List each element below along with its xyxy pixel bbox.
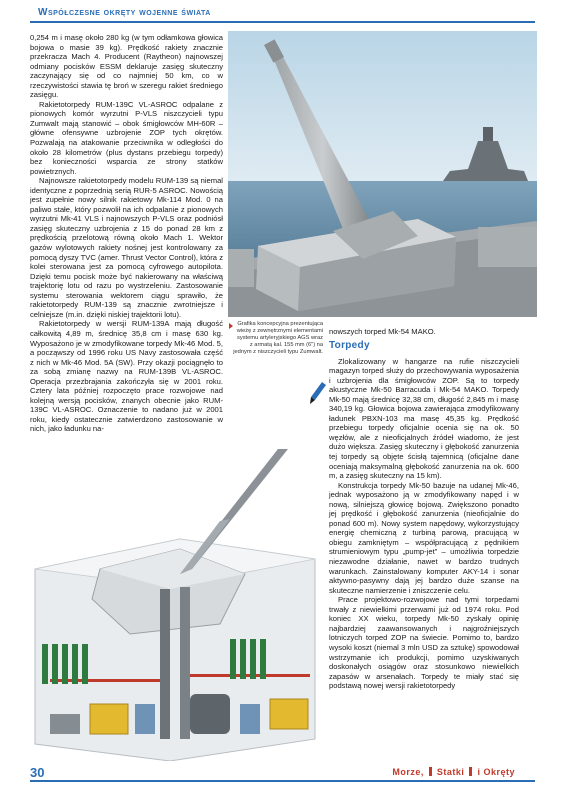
bar-icon bbox=[429, 767, 432, 776]
figure-caption: Grafika koncepcyjna prezentująca wieżę z zewnętrznymi elementami systemu artyleryjskiego AGS wraz z armatą kal. 155 mm (6") na jednym z niszczycieli typu Zumwalt. bbox=[233, 321, 323, 355]
paragraph: Konstrukcja torpedy Mk-50 bazuje na udanej Mk-46, jednak wyposażono ją w zmodyfikowany napęd i w nową, silniejszą głowicę bojową. Zwiększono ponadto jej prędkość i głębokość zanurzenia (nieoficjalnie do ponad 600 m). Nowy system napędowy, wykorzystujący energię chemiczną z turbiną parową, pracującą w obiegu zamkniętym – współpracującą z pędnikiem strumieniowym typu „pump-jet” – umożliwia torpedzie niezawodne działanie, nawet w bardzo trudnych warunkach. Zainstalowany komputer AKY-14 i sonar aktywno-pasywny dają jej bardzo duże szanse na skuteczne namierzenie i zniszczenie celu. bbox=[329, 480, 519, 595]
ags-turret-photo bbox=[228, 31, 537, 317]
paragraph: Prace projektowo-rozwojowe nad tymi torpedami trwały z niewielkimi przerwami już od 1974 roku. Pod koniec XX wieku, torpedy Mk-50 zyskały opinię najbardziej zaawansowanych i najgroźniejszych lotniczych torped ZOP na świecie. Pomimo to, bardzo wysoki koszt (niemal 3 mln USD za sztukę) spowodował wstrzymanie ich produkcji, pomimo uzyskiwanych doskonałych osiągów oraz stosunkowo niewielkich zapasów w arsenałach. Torpedy te miały stać się podstawą nowej wersji rakietotorpedy bbox=[329, 595, 519, 691]
bar-icon bbox=[469, 767, 472, 776]
page-number: 30 bbox=[30, 765, 45, 780]
running-title: Współczesne okręty wojenne świata bbox=[38, 7, 211, 18]
paragraph: nowszych torped Mk-54 MAKO. bbox=[329, 327, 436, 336]
footer-rule bbox=[30, 780, 535, 782]
right-text-column bbox=[329, 327, 519, 691]
header-rule bbox=[30, 21, 535, 23]
paragraph: Zlokalizowany w hangarze na rufie niszczycieli magazyn torped służy do przechowywania wyposażenia i uzbrojenia dla śmigłowców ZOP. Są to torpedy akustyczne Mk-50 Barracuda i Mk-54 MAKO. Torpedy Mk-50 mają średnicę 32,38 cm, długość 2,845 m i masę 340,19 kg. Głowica bojowa zawierająca zmodyfikowany ładunek PBXN-103 ma masę 45,35 kg. Prędkość przebiegu torpedy oficjalnie ocenia się na ok. 50 węzłów, ale z nieoficjalnych źródeł wiadomo, że jest dużo większa. Zasięg skuteczny i głębokość zanurzenia tej torpedy są objęte ścisłą tajemnicą (oficjalne dane oceniają maksymalną głębokość zanurzenia na ok. 600 m, a zasięg skuteczny na 15 km). bbox=[329, 356, 519, 481]
running-header bbox=[0, 0, 565, 26]
ags-cutaway-render bbox=[30, 449, 320, 761]
paragraph: Rakietotorpedy w wersji RUM-139A mają długość całkowitą 4,89 m, średnicę 35,8 cm i masę 630 kg. Wyposażono je w zmodyfikowane torpedy Mk-46 Mod. 5, a począwszy od 1996 roku US Navy zastosowała część z nich w Mk-46 Mod. 5A (SW). Przy okazji pociągnęło to za sobą zmianę nazwy na RUM-139B VL-ASROC. Operacja przezbrajania zakończyła się w 2001 roku. Cztery lata później rozpoczęto prace rozwojowe nad kolejną wersją pocisków, znanych obecnie jako RUM-139C VL-ASROC. Oznaczenie to nadano już w 2001 roku, kiedy ostatecznie zatwierdzono zastosowanie w nich, jako ładunku na- bbox=[30, 319, 223, 434]
magazine-name-part: Morze, bbox=[392, 767, 424, 777]
pencil-icon bbox=[310, 382, 326, 404]
magazine-name bbox=[392, 767, 515, 777]
magazine-name-part: i Okręty bbox=[477, 767, 515, 777]
paragraph: Najnowsze rakietotorpedy modelu RUM-139 są niemal identyczne z poprzednią serią RUR-5 ASROC. Nowością jest zupełnie nowy silnik rakietowy Mk-114 Mod. 0 na paliwo stałe, który pozwolił na ich odpalanie z pionowych wyrzutni Mk-41 VLS i najnowszych P-VLS oraz podniósł zasięg skuteczny uzbrojenia z 15 do ponad 28 km z prędkością przelotową równą około Mach 1. Wektor gazów wylotowych rakiety nośnej jest kontrolowany za pomocą dyszy TVC (amer. Thrust Vector Control), która z kolei sterowana jest za pomocą cyfrowego autopilota. Dzięki temu pocisk może być nakierowany na właściwą trajektorię lotu od razu po wystrzeleniu. Zastosowanie systemu sterowania wektorem ciągu sprawiło, że rakietotorpedy RUM-139 są znacznie zwrotniejsze i celniejsze (m.in. dzięki niskiej trajektorii lotu). bbox=[30, 176, 223, 319]
magazine-name-part: Statki bbox=[436, 767, 465, 777]
paragraph: 0,254 m i masę około 280 kg (w tym odłamkowa głowica bojowa o masie 39 kg). Prędkość rakiety znacznie przekracza Mach 4. Producent (Raytheon) najnowszej odmiany pocisków ESSM deklaruje zasięg skuteczny zaczynający się od co najmniej 50 km, co w rzeczywistości stawia tę broń w szeregu rakiet średniego zasięgu. bbox=[30, 33, 223, 100]
left-text-column bbox=[30, 33, 223, 434]
paragraph: Rakietotorpedy RUM-139C VL-ASROC odpalane z pionowych komór wyrzutni P-VLS niszczycieli typu Zumwalt mają stanowić – obok śmigłowców MH-60R – główne ofensywne uzbrojenie ZOP tych okrętów. Pozwalają na atakowanie przeciwnika w odległości do około 28 kilometrów (plus dystans przebiegu torpedy) bez konieczności wsparcia ze strony statków powietrznych. bbox=[30, 99, 223, 176]
section-heading: Torpedy bbox=[329, 340, 370, 351]
